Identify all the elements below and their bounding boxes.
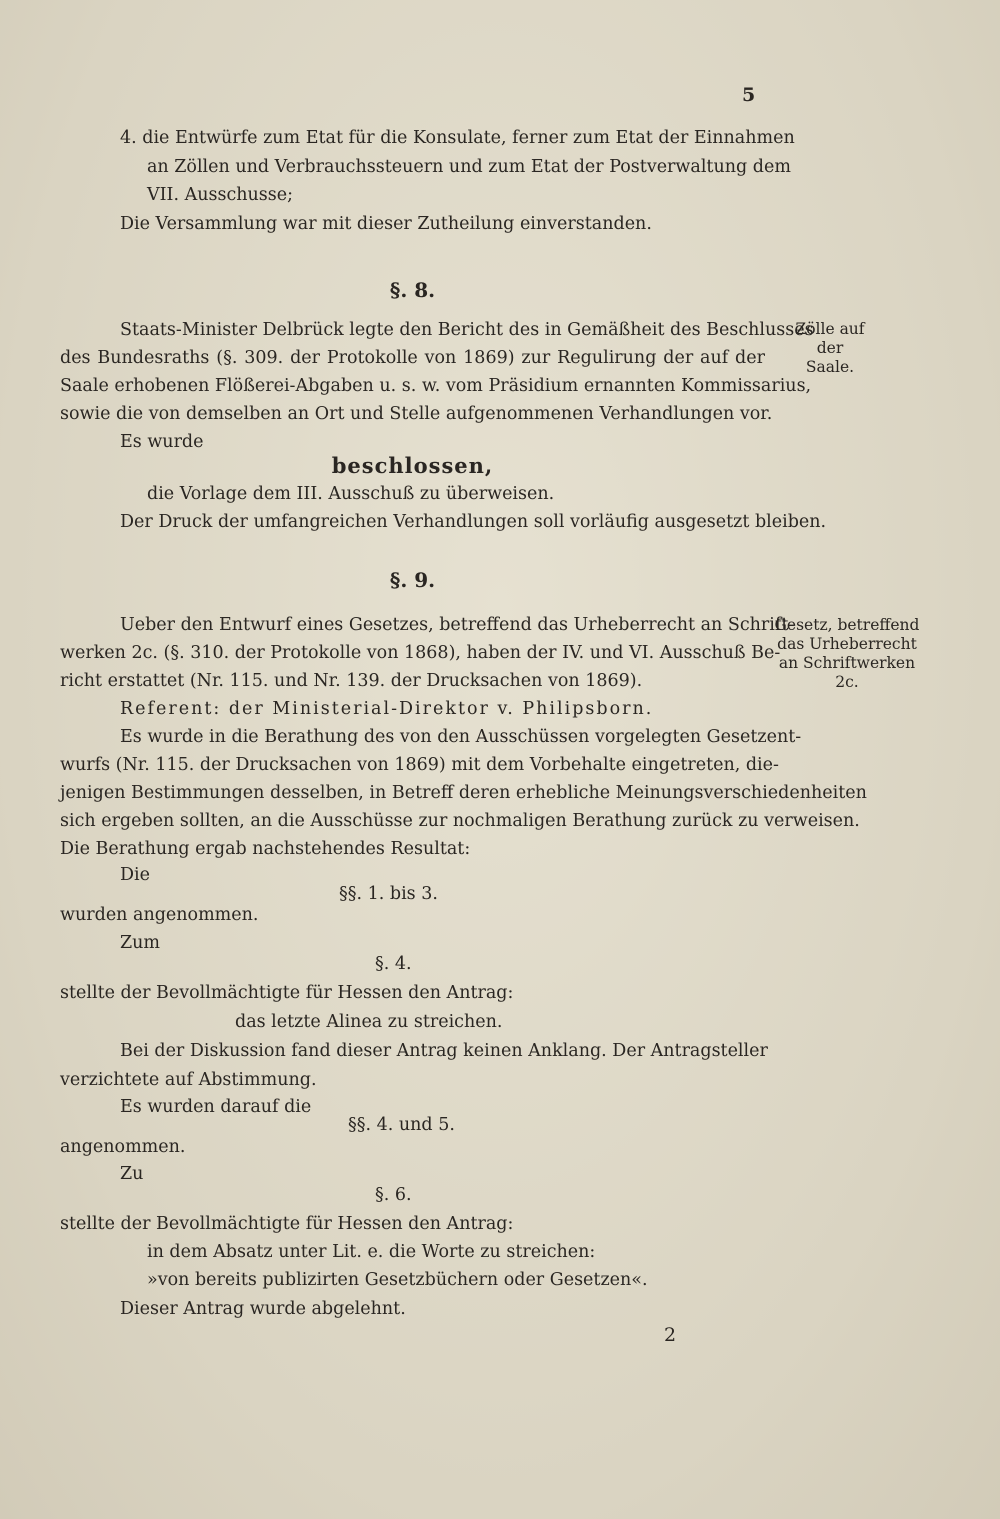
paragraph-reference: §. 4. bbox=[375, 954, 412, 974]
text-line: an Zöllen und Verbrauchssteuern und zum Etat der Postverwaltung dem bbox=[147, 157, 791, 177]
text-line: Zum bbox=[120, 933, 161, 953]
text-line: VII. Ausschusse; bbox=[147, 185, 294, 205]
text-line: Die Berathung ergab nachstehendes Resultat: bbox=[60, 839, 471, 859]
text-line: stellte der Bevollmächtigte für Hessen den Antrag: bbox=[60, 983, 514, 1003]
margin-note-line: Saale. bbox=[805, 358, 855, 376]
paragraph-reference: §§. 4. und 5. bbox=[348, 1115, 455, 1135]
text-line: Es wurden darauf die bbox=[120, 1097, 312, 1117]
signature-mark: 2 bbox=[664, 1324, 677, 1346]
text-line: Referent: der Ministerial-Direktor v. Philipsborn. bbox=[120, 699, 654, 719]
margin-note-line: Gesetz, betreffend bbox=[774, 616, 920, 634]
paragraph-reference: §. 6. bbox=[375, 1185, 412, 1205]
page-number: 5 bbox=[742, 84, 756, 106]
text-line: »von bereits publizirten Gesetzbüchern oder Gesetzen«. bbox=[147, 1270, 648, 1290]
text-line: Es wurde bbox=[120, 432, 204, 452]
text-line: Bei der Diskussion fand dieser Antrag keinen Anklang. Der Antragsteller bbox=[120, 1041, 768, 1061]
text-line: das letzte Alinea zu streichen. bbox=[235, 1012, 503, 1032]
text-line: Es wurde in die Berathung des von den Ausschüssen vorgelegten Gesetzent- bbox=[120, 727, 802, 747]
resolution-heading: beschlossen, bbox=[331, 453, 494, 478]
section-heading-9: §. 9. bbox=[389, 568, 436, 592]
text-line: Ueber den Entwurf eines Gesetzes, betreffend das Urheberrecht an Schrift- bbox=[120, 615, 795, 635]
margin-note-line: 2c. bbox=[835, 673, 859, 691]
section-heading-8: §. 8. bbox=[389, 278, 436, 302]
text-line: angenommen. bbox=[60, 1137, 186, 1157]
text-line: richt erstattet (Nr. 115. und Nr. 139. der Drucksachen von 1869). bbox=[60, 671, 643, 691]
text-line: Die bbox=[120, 865, 150, 885]
text-line: sich ergeben sollten, an die Ausschüsse zur nochmaligen Berathung zurück zu verweisen. bbox=[60, 811, 860, 831]
text-line: Staats-Minister Delbrück legte den Bericht des in Gemäßheit des Beschlusses bbox=[120, 320, 814, 340]
text-line: stellte der Bevollmächtigte für Hessen den Antrag: bbox=[60, 1214, 514, 1234]
text-line: Zu bbox=[120, 1164, 144, 1184]
text-line: jenigen Bestimmungen desselben, in Betreff deren erhebliche Meinungsverschiedenheiten bbox=[60, 783, 867, 803]
text-line: sowie die von demselben an Ort und Stelle aufgenommenen Verhandlungen vor. bbox=[60, 404, 773, 424]
text-line: des Bundesraths (§. 309. der Protokolle von 1869) zur Regulirung der auf der bbox=[60, 348, 765, 368]
margin-note-line: das Urheberrecht bbox=[777, 635, 917, 653]
text-line: werken 2c. (§. 310. der Protokolle von 1868), haben der IV. und VI. Ausschuß Be- bbox=[60, 643, 781, 663]
text-line: wurfs (Nr. 115. der Drucksachen von 1869) mit dem Vorbehalte eingetreten, die- bbox=[60, 755, 779, 775]
margin-note-zoelle bbox=[780, 320, 880, 377]
text-line: 4. die Entwürfe zum Etat für die Konsulate, ferner zum Etat der Einnahmen bbox=[120, 128, 795, 148]
margin-note-line: Zölle auf der bbox=[795, 320, 865, 357]
text-line: Die Versammlung war mit dieser Zutheilung einverstanden. bbox=[120, 214, 652, 234]
text-line: wurden angenommen. bbox=[60, 905, 259, 925]
text-line: Der Druck der umfangreichen Verhandlungen soll vorläufig ausgesetzt bleiben. bbox=[120, 512, 827, 532]
margin-note-line: an Schriftwerken bbox=[778, 654, 916, 672]
text-line: Dieser Antrag wurde abgelehnt. bbox=[120, 1299, 406, 1319]
margin-note-urheberrecht bbox=[772, 616, 922, 692]
text-line: in dem Absatz unter Lit. e. die Worte zu streichen: bbox=[147, 1242, 596, 1262]
text-line: Saale erhobenen Flößerei-Abgaben u. s. w. vom Präsidium ernannten Kommissarius, bbox=[60, 376, 812, 396]
paragraph-reference: §§. 1. bis 3. bbox=[339, 884, 438, 904]
text-line: die Vorlage dem III. Ausschuß zu überweisen. bbox=[147, 484, 555, 504]
text-line: verzichtete auf Abstimmung. bbox=[60, 1070, 317, 1090]
